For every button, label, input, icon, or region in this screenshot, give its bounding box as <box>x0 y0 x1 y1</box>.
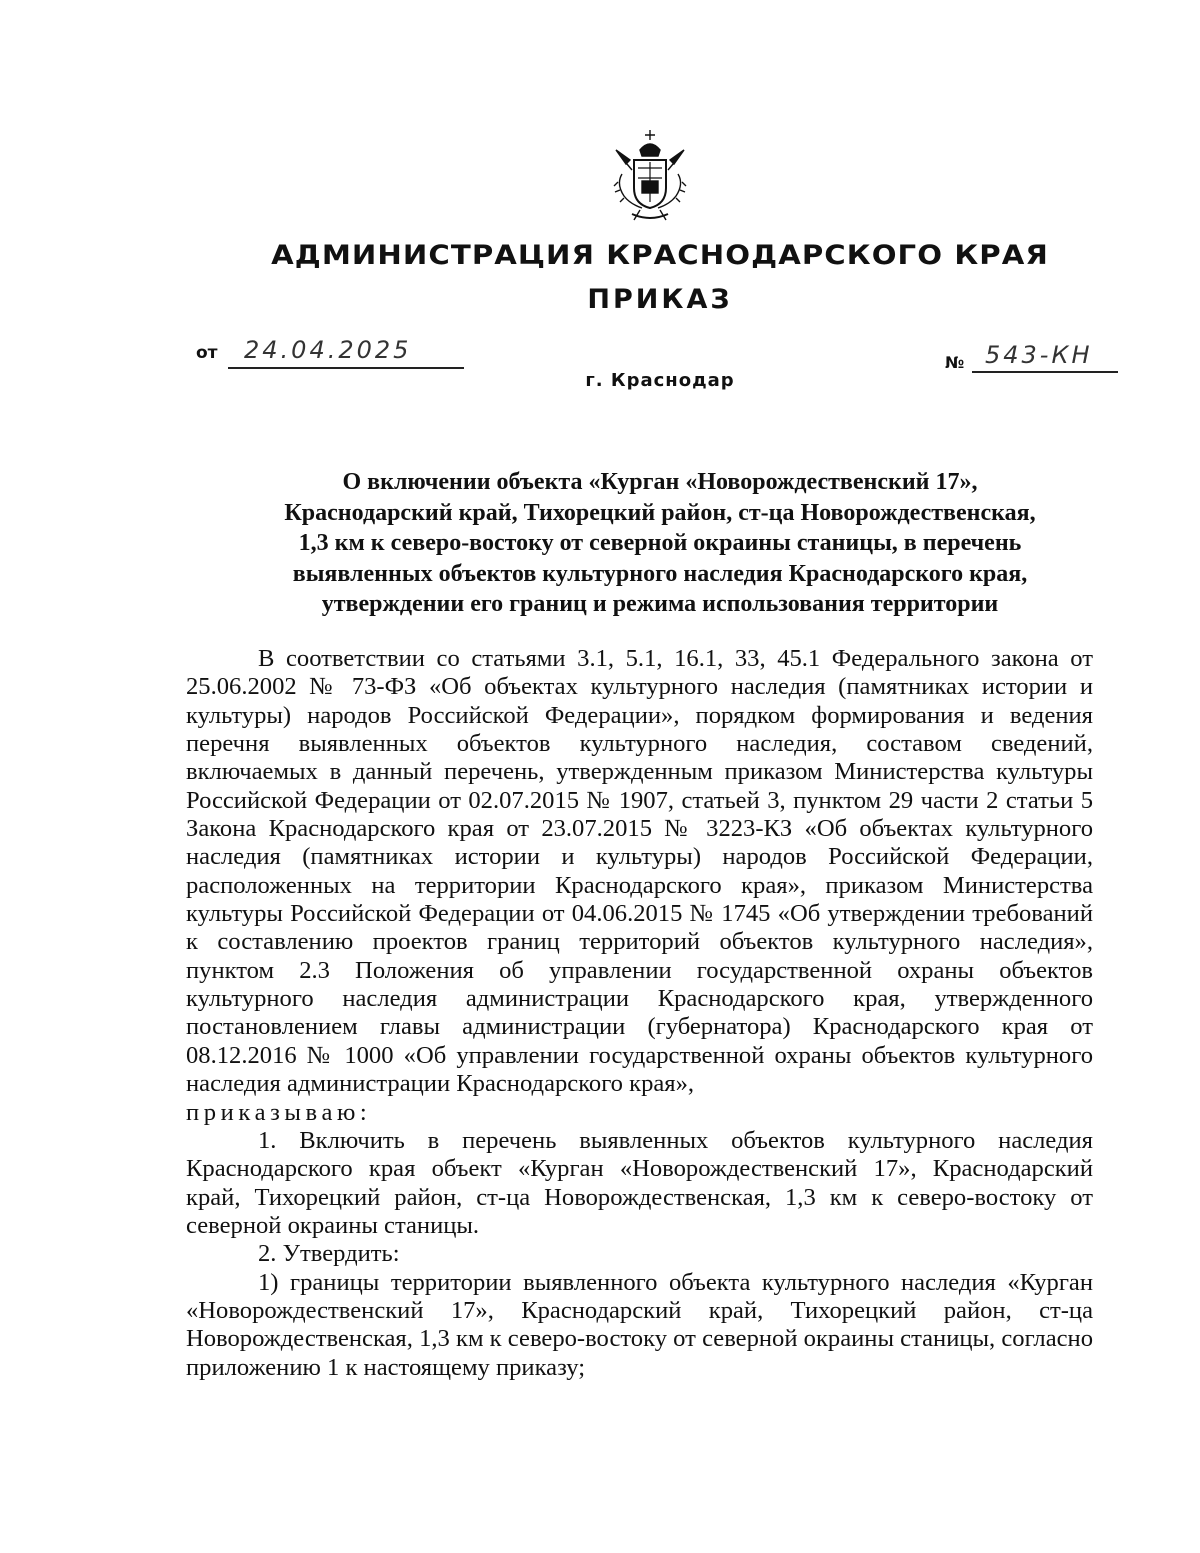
handwritten-date: 24.04.2025 <box>244 336 412 364</box>
document-body <box>186 645 1093 1382</box>
order-word: приказываю: <box>186 1098 372 1126</box>
item-2-paragraph: 2. Утвердить: <box>258 1240 400 1268</box>
date-label: от <box>196 343 218 363</box>
title-line: Краснодарский край, Тихорецкий район, ст-ца Новорождественская, <box>284 499 1036 526</box>
item-1-paragraph: 1. Включить в перечень выявленных объектов культурного наследия Краснодарского края объект «Курган «Новорождественский 17», Краснодарский край, Тихорецкий район, ст-ца Новорождественская, 1,3 км к северо-востоку от северной окраины станицы. <box>186 1126 1093 1239</box>
item-2-1-paragraph: 1) границы территории выявленного объекта культурного наследия «Курган «Новорождественский 17», Краснодарский край, Тихорецкий район, ст-ца Новорождественская, 1,3 км к северо-востоку от северной окраины станицы, согласно приложению 1 к настоящему приказу; <box>186 1268 1093 1381</box>
organization-name: АДМИНИСТРАЦИЯ КРАСНОДАРСКОГО КРАЯ <box>271 240 1049 271</box>
title-line: утверждении его границ и режима использования территории <box>321 591 999 617</box>
document-title <box>190 467 1130 620</box>
krasnodar-krai-coat-of-arms-icon <box>608 128 692 224</box>
preamble-paragraph: В соответствии со статьями 3.1, 5.1, 16.1, 33, 45.1 Федерального закона от 25.06.2002 № 73-ФЗ «Об объектах культурного наследия (памятниках истории и культуры) народов Российской Федерации», порядком формирования и ведения перечня выявленных объектов культурного наследия, составом сведений, включаемых в данный перечень, утвержденным приказом Министерства культуры Российской Федерации от 02.07.2015 № 1907, статьей 3, пунктом 29 части 2 статьи 5 Закона Краснодарского края от 23.07.2015 № 3223-КЗ «Об объектах культурного наследия (памятниках истории и культуры) народов Российской Федерации, расположенных на территории Краснодарского края», приказом Министерства культуры Российской Федерации от 04.06.2015 № 1745 «Об утверждении требований к составлению проектов границ территорий объектов культурного наследия», пунктом 2.3 Положения об управлении государственной охраны объектов культурного наследия администрации Краснодарского края, утвержденного постановлением главы администрации (губернатора) Краснодарского края от 08.12.2016 № 1000 «Об управлении государственной охраны объектов культурного наследия администрации Краснодарского края», <box>186 645 1093 1098</box>
number-underline <box>972 371 1118 373</box>
title-line: О включении объекта «Курган «Новорождественский 17», <box>342 469 978 495</box>
city: г. Краснодар <box>585 370 735 391</box>
title-line: 1,3 км к северо-востоку от северной окраины станицы, в перечень <box>298 530 1022 556</box>
document-type: ПРИКАЗ <box>587 284 733 315</box>
number-label: № <box>945 353 965 372</box>
handwritten-number: 543-КН <box>985 341 1093 369</box>
title-line: выявленных объектов культурного наследия Краснодарского края, <box>292 560 1028 587</box>
date-underline <box>228 367 464 369</box>
